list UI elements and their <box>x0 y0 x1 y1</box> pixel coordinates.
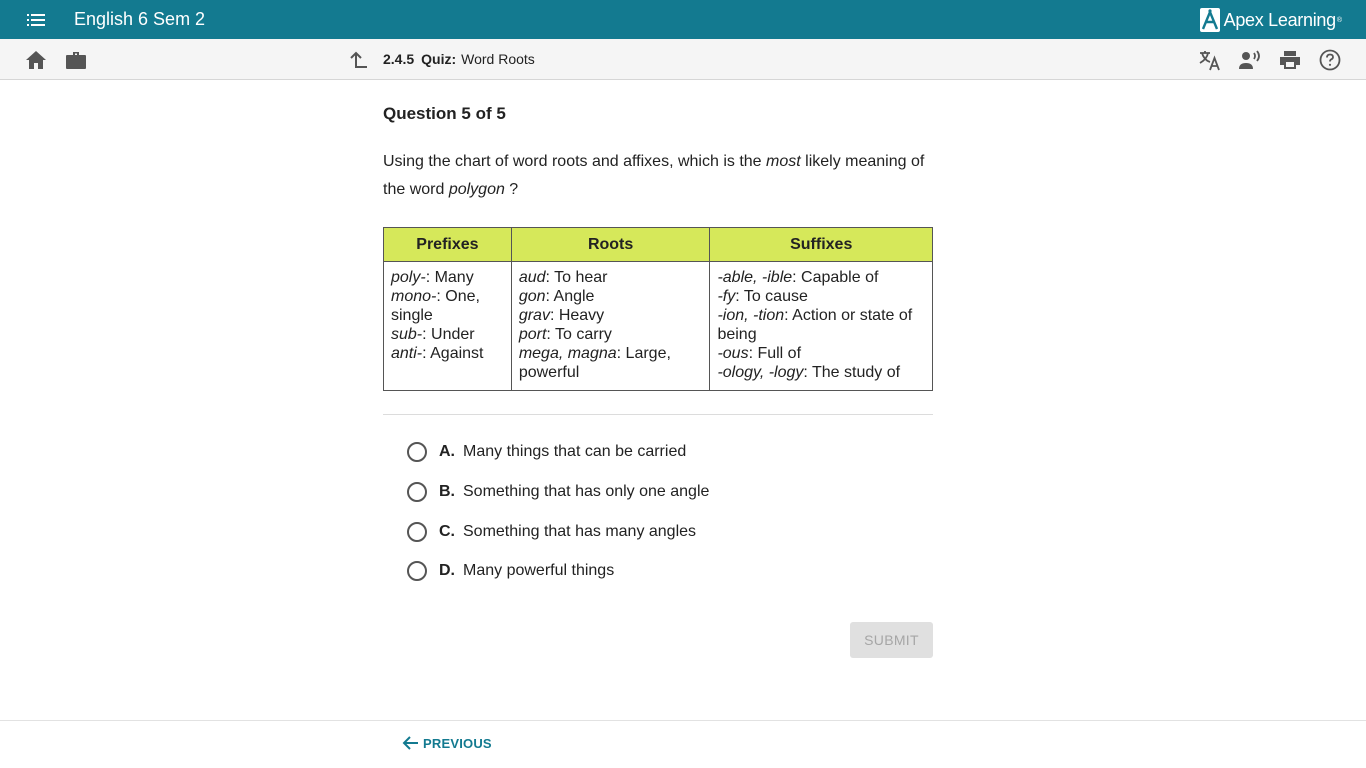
question-text-part: Using the chart of word roots and affixes, which is the <box>383 153 767 170</box>
root-term: port <box>518 326 547 343</box>
previous-button[interactable] <box>402 735 492 751</box>
suffix-meaning: : Capable of <box>792 269 879 286</box>
suffix-term: -ion, -tion <box>717 307 785 324</box>
suffix-meaning: : To cause <box>735 288 808 305</box>
divider <box>383 414 933 415</box>
answer-option-b[interactable] <box>407 472 907 512</box>
root-meaning: : Angle <box>545 288 595 305</box>
root-term: gon <box>518 288 546 305</box>
briefcase-icon[interactable] <box>64 48 88 72</box>
text-to-speech-icon[interactable] <box>1238 48 1262 72</box>
prefix-term: sub- <box>391 326 423 343</box>
suffix-term: -ology, -logy <box>717 364 804 381</box>
breadcrumb <box>383 51 535 67</box>
course-title: English 6 Sem 2 <box>74 9 206 29</box>
brand-name: Apex Learning <box>1223 9 1336 30</box>
question-header: Question 5 of 5 <box>383 104 506 123</box>
root-meaning: : Heavy <box>549 307 605 324</box>
option-text: Many things that can be carried <box>463 443 687 460</box>
brand-trademark: ® <box>1336 16 1342 24</box>
prefixes-cell <box>384 262 512 391</box>
root-term: grav <box>518 307 550 324</box>
prefix-meaning: : Against <box>422 345 484 362</box>
suffix-term: -ous <box>717 345 749 362</box>
question-word: polygon <box>448 181 505 198</box>
root-meaning: : To carry <box>546 326 612 343</box>
radio-button[interactable] <box>407 442 427 462</box>
suffix-meaning: : Full of <box>748 345 802 362</box>
submit-button[interactable]: SUBMIT <box>850 622 933 658</box>
top-bar <box>0 0 1366 39</box>
question-text-end: ? <box>504 181 519 198</box>
question-text-part: likely meaning of the word <box>383 153 925 198</box>
previous-label: PREVIOUS <box>423 735 492 751</box>
activity-number: 2.4.5 <box>383 51 415 67</box>
roots-cell <box>511 262 710 391</box>
suffixes-cell <box>710 262 933 391</box>
home-icon[interactable] <box>24 48 48 72</box>
prefix-meaning: : Under <box>422 326 475 343</box>
toolbar <box>0 39 1366 80</box>
suffix-meaning: : The study of <box>803 364 901 381</box>
arrow-left-icon <box>402 735 420 751</box>
radio-button[interactable] <box>407 522 427 542</box>
option-letter: C. <box>439 523 455 540</box>
help-icon[interactable] <box>1318 48 1342 72</box>
answer-option-c[interactable] <box>407 512 907 552</box>
brand-logo <box>1199 6 1342 34</box>
print-icon[interactable] <box>1278 48 1302 72</box>
radio-button[interactable] <box>407 561 427 581</box>
return-arrow-icon[interactable] <box>346 48 370 72</box>
menu-icon[interactable] <box>24 11 48 29</box>
prefix-term: poly- <box>391 269 426 286</box>
suffix-term: -able, -ible <box>717 269 793 286</box>
option-text: Many powerful things <box>463 562 615 579</box>
apex-logo-icon <box>1199 7 1221 33</box>
root-term: aud <box>518 269 546 286</box>
prefix-meaning: : One, single <box>391 288 480 324</box>
root-meaning: : To hear <box>545 269 608 286</box>
activity-type: Quiz: <box>421 51 457 67</box>
table-header-roots: Roots <box>511 228 710 262</box>
question-text <box>383 148 933 204</box>
answer-option-d[interactable] <box>407 551 907 591</box>
option-letter: B. <box>439 483 455 500</box>
suffix-meaning: : Action or state of being <box>717 307 913 343</box>
option-letter: D. <box>439 562 455 579</box>
suffix-term: -fy <box>717 288 736 305</box>
prefix-term: mono- <box>391 288 437 305</box>
footer-nav <box>0 720 1366 768</box>
word-roots-table <box>383 227 933 391</box>
radio-button[interactable] <box>407 482 427 502</box>
answer-option-a[interactable] <box>407 432 907 472</box>
option-letter: A. <box>439 443 455 460</box>
translate-icon[interactable] <box>1198 48 1222 72</box>
question-emphasis: most <box>766 153 801 170</box>
option-text: Something that has many angles <box>463 523 697 540</box>
activity-title: Word Roots <box>461 51 535 67</box>
table-header-suffixes: Suffixes <box>710 228 933 262</box>
option-text: Something that has only one angle <box>463 483 710 500</box>
root-term: mega, magna <box>518 345 617 362</box>
root-meaning: : Large, powerful <box>518 345 671 381</box>
prefix-meaning: : Many <box>425 269 474 286</box>
prefix-term: anti- <box>391 345 423 362</box>
table-header-prefixes: Prefixes <box>384 228 512 262</box>
